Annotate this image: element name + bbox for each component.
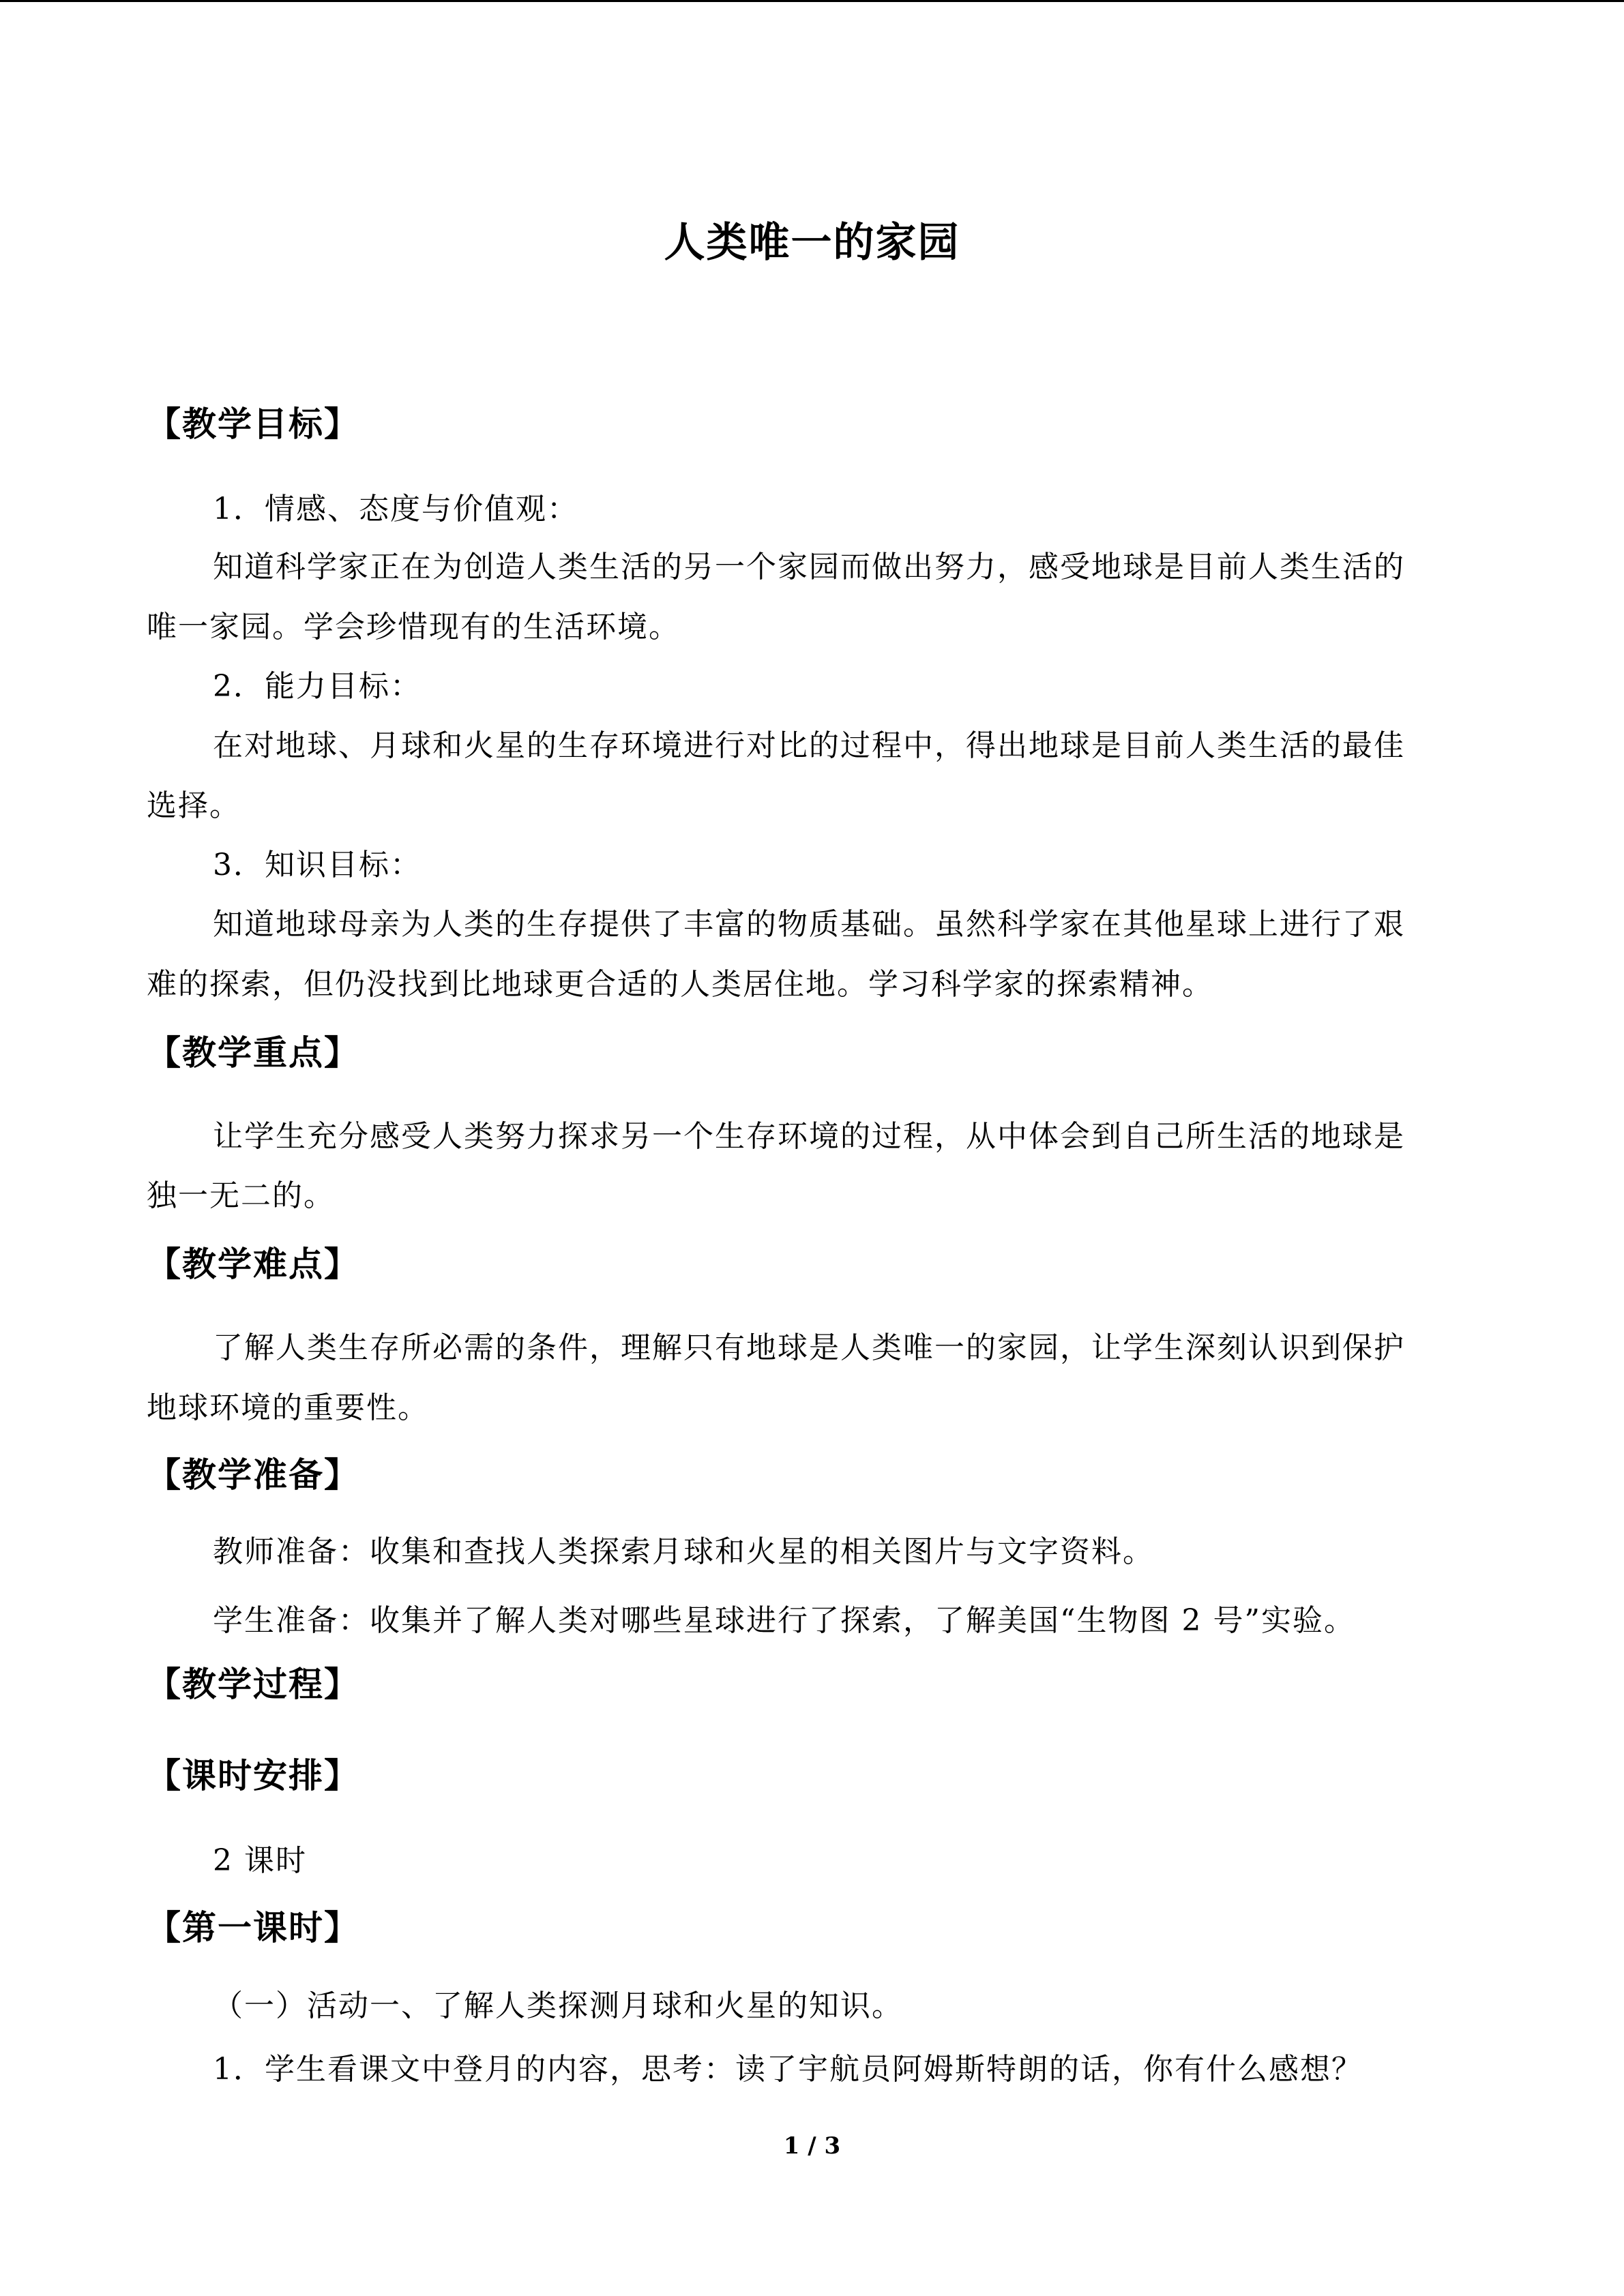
heading-schedule: 【课时安排】 (147, 1756, 359, 1795)
heading-teaching-goals: 【教学目标】 (147, 404, 359, 444)
difficulties-line-2: 地球环境的重要性。 (147, 1390, 429, 1425)
key-points-line-2: 独一无二的。 (147, 1178, 335, 1213)
heading-lesson-1: 【第一课时】 (147, 1908, 359, 1948)
goal-2-text-line-1: 在对地球、月球和火星的生存环境进行对比的过程中，得出地球是目前人类生活的最佳 (213, 728, 1405, 763)
heading-process: 【教学过程】 (147, 1665, 359, 1704)
difficulties-line-1: 了解人类生存所必需的条件，理解只有地球是人类唯一的家园，让学生深刻认识到保护 (213, 1330, 1405, 1365)
preparation-teacher: 教师准备：收集和查找人类探索月球和火星的相关图片与文字资料。 (213, 1534, 1154, 1569)
heading-key-points: 【教学重点】 (147, 1033, 359, 1073)
heading-difficulties: 【教学难点】 (147, 1244, 359, 1284)
schedule-text: 2 课时 (213, 1843, 307, 1878)
lesson-1-step-1: 1．学生看课文中登月的内容，思考：读了宇航员阿姆斯特朗的话，你有什么感想？ (213, 2052, 1363, 2087)
preparation-student: 学生准备：收集并了解人类对哪些星球进行了探索，了解美国“生物图 2 号”实验。 (213, 1603, 1355, 1638)
page-number: 1 / 3 (783, 2132, 841, 2160)
goal-3-text-line-2: 难的探索，但仍没找到比地球更合适的人类居住地。学习科学家的探索精神。 (147, 967, 1213, 1002)
key-points-line-1: 让学生充分感受人类努力探求另一个生存环境的过程，从中体会到自己所生活的地球是 (213, 1119, 1405, 1154)
goal-3-text-line-1: 知道地球母亲为人类的生存提供了丰富的物质基础。虽然科学家在其他星球上进行了艰 (213, 907, 1405, 942)
goal-2-text-line-2: 选择。 (147, 788, 241, 823)
goal-2-label: 2．能力目标： (213, 669, 422, 704)
document-title: 人类唯一的家园 (664, 219, 960, 267)
heading-preparation: 【教学准备】 (147, 1455, 359, 1495)
lesson-1-activity: （一）活动一、了解人类探测月球和火星的知识。 (213, 1988, 903, 2023)
goal-1-text-line-1: 知道科学家正在为创造人类生活的另一个家园而做出努力，感受地球是目前人类生活的 (213, 550, 1405, 584)
goal-1-text-line-2: 唯一家园。学会珍惜现有的生活环境。 (147, 610, 680, 644)
goal-1-label: 1．情感、态度与价值观： (213, 492, 578, 526)
goal-3-label: 3．知识目标： (213, 848, 422, 882)
